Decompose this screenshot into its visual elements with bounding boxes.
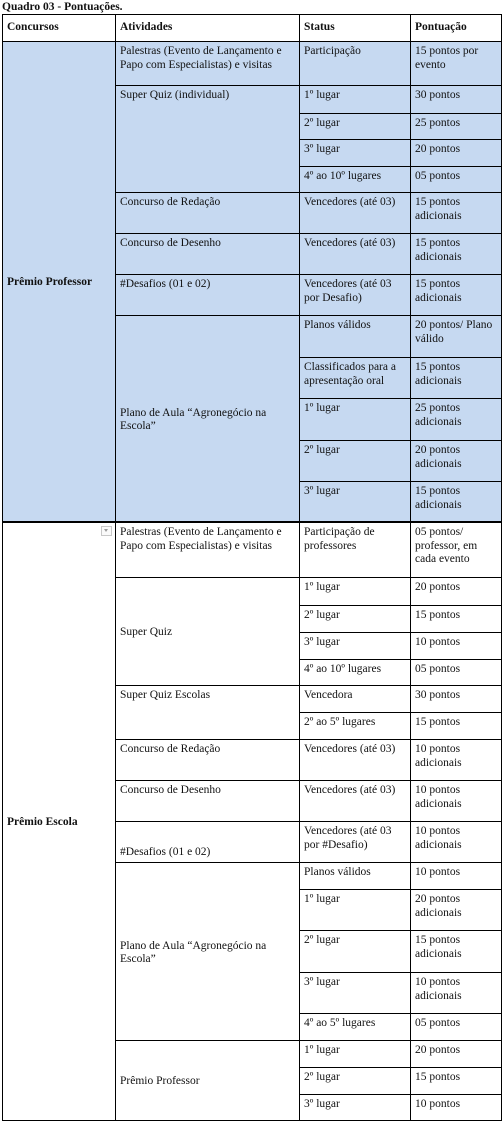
points-cell: 15 pontos [411, 606, 502, 633]
points-cell: 15 pontos adicionais [411, 482, 502, 522]
status-cell: Classificados para a apresentação oral [300, 358, 411, 399]
status-cell: 1º lugar [300, 1041, 411, 1068]
status-cell: Vencedores (até 03) [300, 193, 411, 234]
activity-cell: Plano de Aula “Agronegócio na Escola” [116, 863, 300, 1041]
activity-cell: Concurso de Redação [116, 193, 300, 234]
points-cell: 05 pontos [411, 660, 502, 686]
points-cell: 15 pontos por evento [411, 42, 502, 86]
status-cell: 1º lugar [300, 578, 411, 606]
points-cell: 15 pontos adicionais [411, 931, 502, 973]
points-cell: 05 pontos [411, 167, 502, 193]
activity-cell: Concurso de Desenho [116, 781, 300, 822]
activity-cell: Prêmio Professor [116, 1041, 300, 1121]
points-cell: 15 pontos [411, 713, 502, 740]
status-cell: 3º lugar [300, 633, 411, 660]
points-cell: 05 pontos/ professor, em cada evento [411, 523, 502, 578]
status-cell: 3º lugar [300, 1095, 411, 1121]
status-cell: 1º lugar [300, 86, 411, 114]
points-cell: 15 pontos adicionais [411, 234, 502, 275]
activity-cell: Concurso de Desenho [116, 234, 300, 275]
scores-table-professor [2, 14, 502, 522]
points-cell: 10 pontos adicionais [411, 740, 502, 781]
status-cell: 2º lugar [300, 606, 411, 633]
points-cell: 15 pontos adicionais [411, 275, 502, 316]
status-cell: 3º lugar [300, 482, 411, 522]
status-cell: Vencedores (até 03 por #Desafio) [300, 822, 411, 863]
points-cell: 15 pontos adicionais [411, 358, 502, 399]
points-cell: 10 pontos [411, 1095, 502, 1121]
status-cell: Vencedores (até 03) [300, 740, 411, 781]
status-cell: Participação de professores [300, 523, 411, 578]
activity-cell: Concurso de Redação [116, 740, 300, 781]
points-cell: 30 pontos [411, 686, 502, 713]
points-cell: 10 pontos [411, 633, 502, 660]
status-cell: 1º lugar [300, 890, 411, 931]
activity-cell: Super Quiz Escolas [116, 686, 300, 740]
points-cell: 30 pontos [411, 86, 502, 114]
status-cell: 2º lugar [300, 114, 411, 140]
status-cell: 1º lugar [300, 399, 411, 441]
status-cell: Vencedora [300, 686, 411, 713]
points-cell: 10 pontos adicionais [411, 781, 502, 822]
status-cell: 2º lugar [300, 931, 411, 973]
activity-cell: #Desafios (01 e 02) [116, 822, 300, 863]
status-cell: Participação [300, 42, 411, 86]
status-cell: 4º ao 10º lugares [300, 167, 411, 193]
points-cell: 25 pontos [411, 114, 502, 140]
scores-table-escola [2, 522, 502, 1121]
table-row [3, 42, 502, 86]
points-cell: 15 pontos [411, 1068, 502, 1095]
status-cell: Vencedores (até 03) [300, 234, 411, 275]
activity-cell: Plano de Aula “Agronegócio na Escola” [116, 316, 300, 522]
status-cell: Planos válidos [300, 316, 411, 358]
table-caption: Quadro 03 - Pontuações. [2, 1, 123, 13]
header-pontuacao: Pontuação [411, 15, 502, 42]
status-cell: Planos válidos [300, 863, 411, 890]
table-row [3, 523, 502, 578]
status-cell: 2º lugar [300, 1068, 411, 1095]
group-label-professor: Prêmio Professor [3, 42, 116, 522]
activity-cell: Palestras (Evento de Lançamento e Papo com Especialistas) e visitas [116, 523, 300, 578]
status-cell: 3º lugar [300, 140, 411, 167]
status-cell: 2º lugar [300, 441, 411, 482]
header-row [3, 15, 502, 42]
points-cell: 10 pontos [411, 863, 502, 890]
status-cell: Vencedores (até 03 por Desafio) [300, 275, 411, 316]
header-status: Status [300, 15, 411, 42]
points-cell: 15 pontos adicionais [411, 193, 502, 234]
group-label-escola: Prêmio Escola [3, 523, 116, 1121]
status-cell: 3º lugar [300, 973, 411, 1014]
points-cell: 20 pontos adicionais [411, 441, 502, 482]
points-cell: 20 pontos [411, 140, 502, 167]
points-cell: 25 pontos adicionais [411, 399, 502, 441]
points-cell: 05 pontos [411, 1014, 502, 1041]
points-cell: 20 pontos/ Plano válido [411, 316, 502, 358]
activity-cell: Super Quiz [116, 578, 300, 686]
activity-cell: Palestras (Evento de Lançamento e Papo com Especialistas) e visitas [116, 42, 300, 86]
points-cell: 10 pontos adicionais [411, 973, 502, 1014]
points-cell: 20 pontos [411, 578, 502, 606]
header-concursos: Concursos [3, 15, 116, 42]
activity-cell: Super Quiz (individual) [116, 86, 300, 193]
points-cell: 20 pontos adicionais [411, 890, 502, 931]
status-cell: 4º ao 5º lugares [300, 1014, 411, 1041]
points-cell: 20 pontos [411, 1041, 502, 1068]
points-cell: 10 pontos adicionais [411, 822, 502, 863]
status-cell: Vencedores (até 03) [300, 781, 411, 822]
activity-cell: #Desafios (01 e 02) [116, 275, 300, 316]
status-cell: 4º ao 10º lugares [300, 660, 411, 686]
status-cell: 2º ao 5º lugares [300, 713, 411, 740]
header-atividades: Atividades [116, 15, 300, 42]
